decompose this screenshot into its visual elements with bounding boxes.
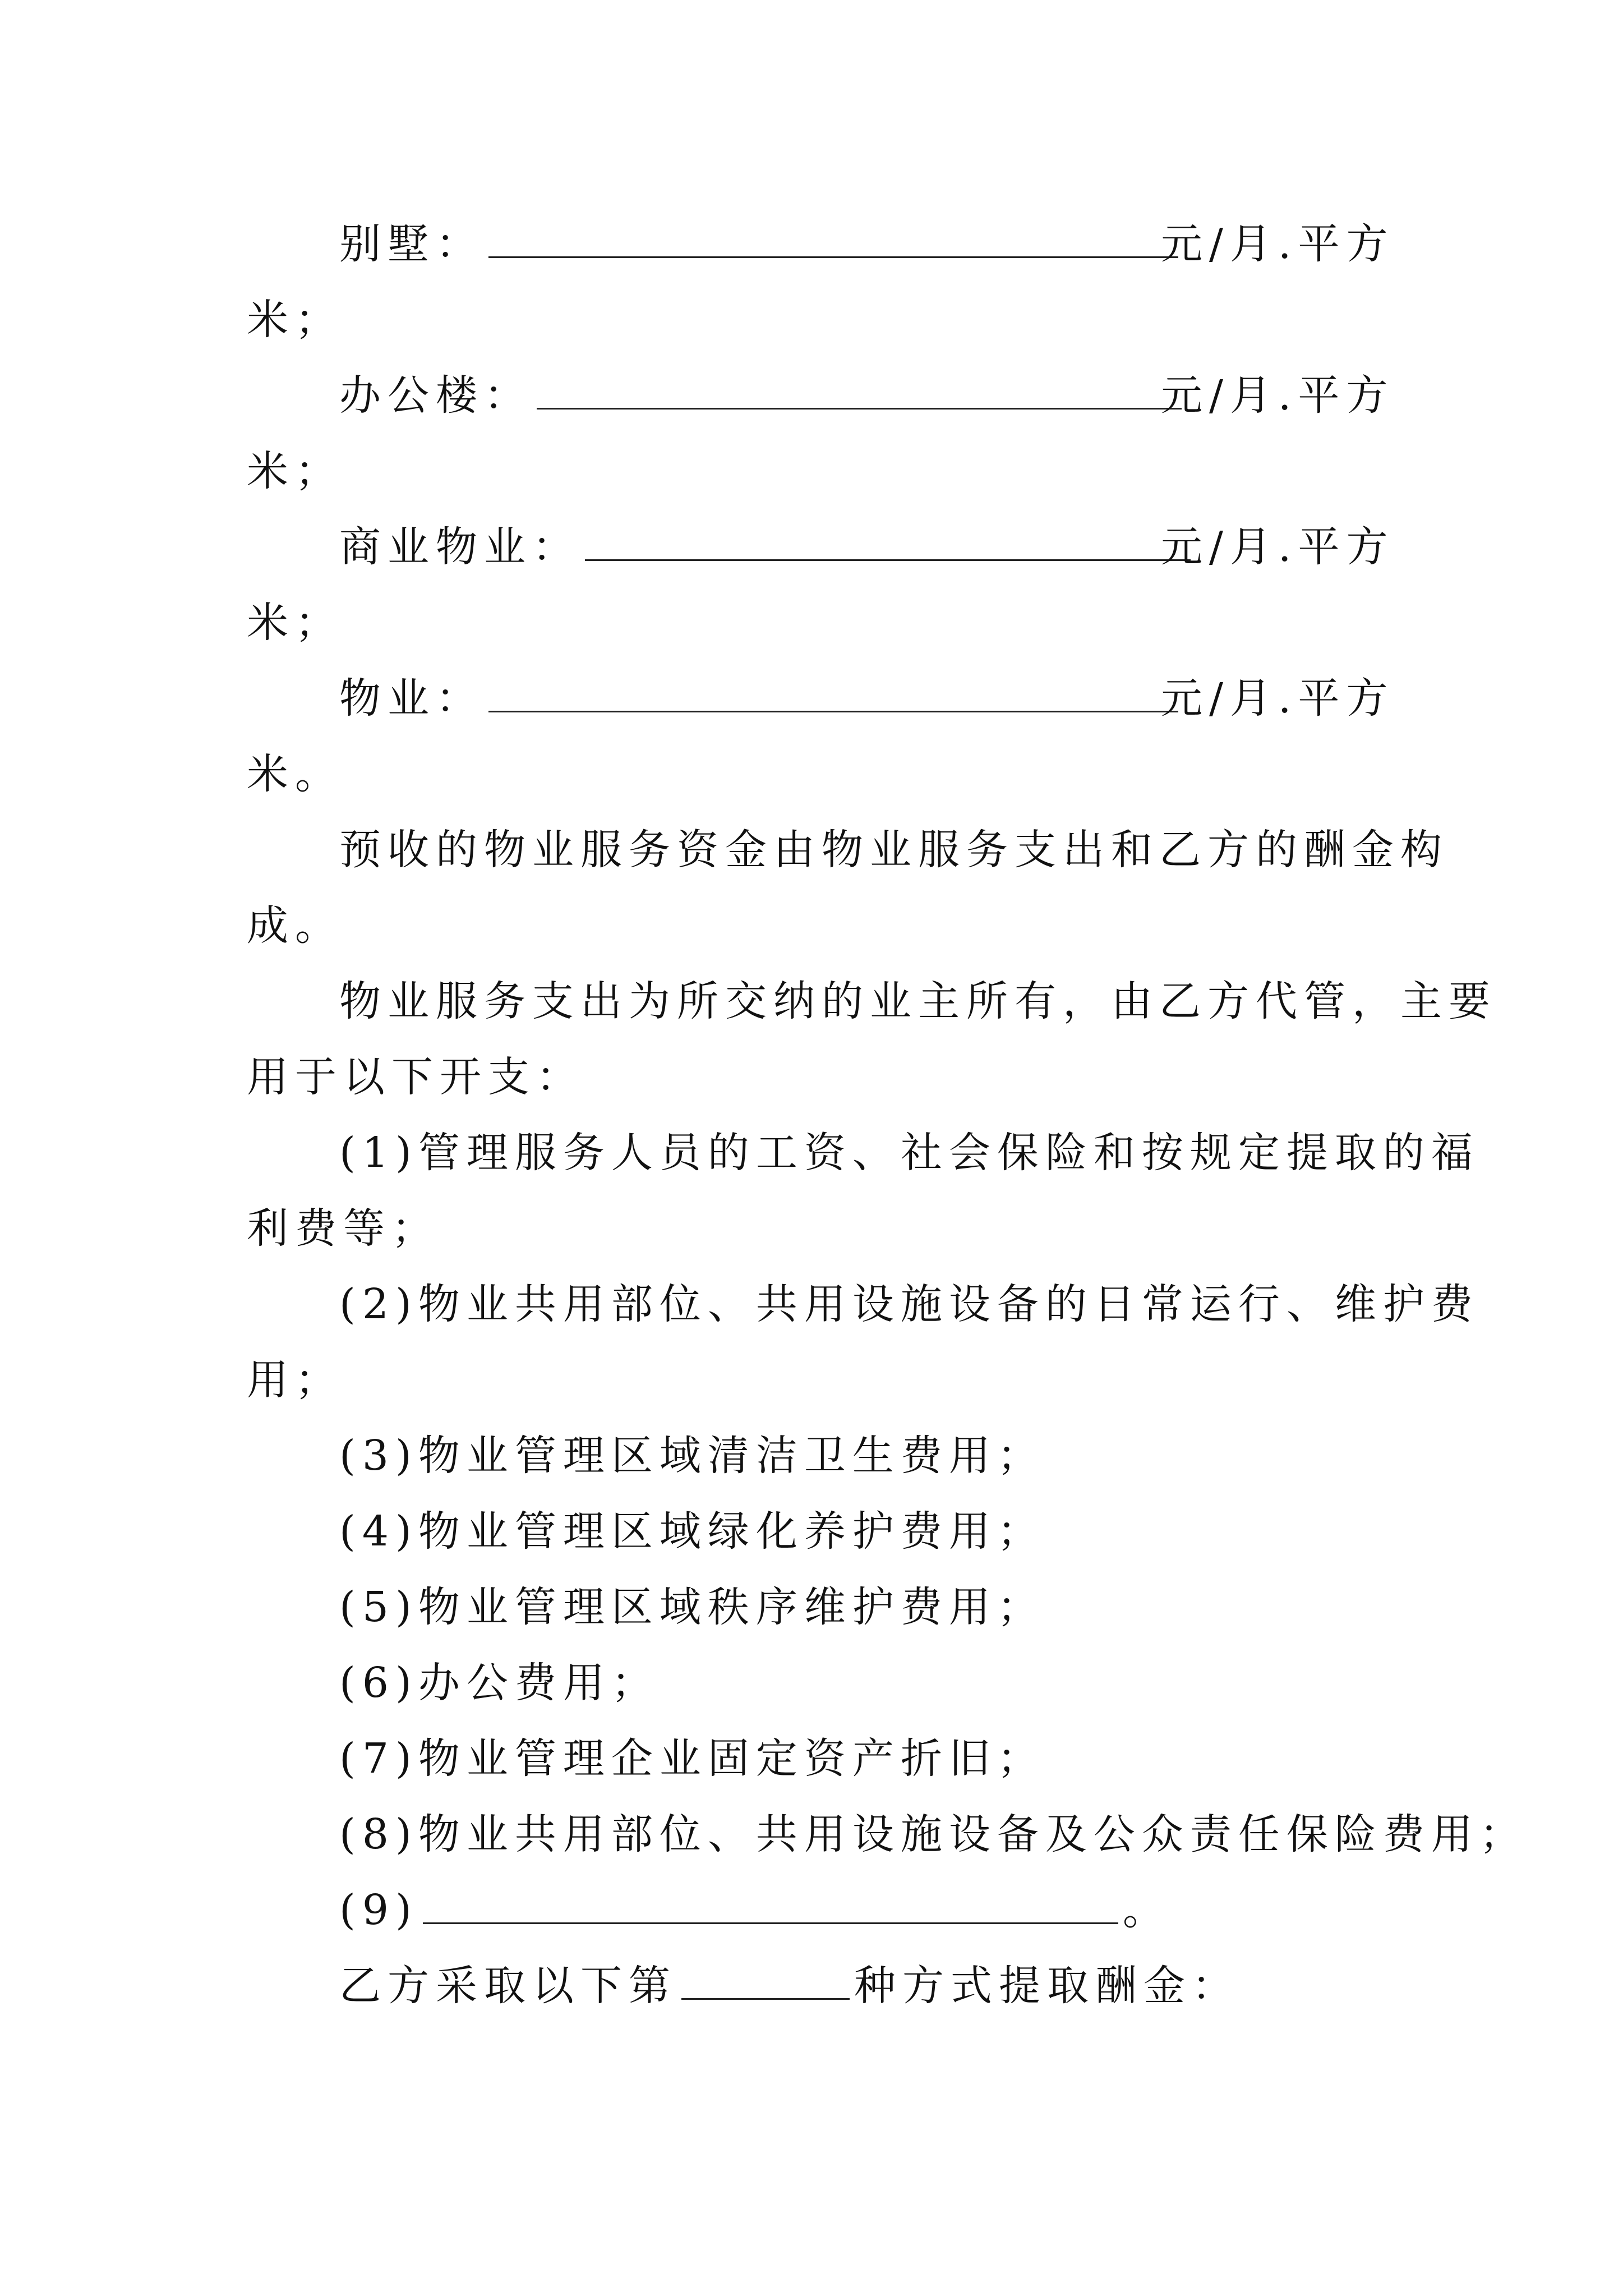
rate-line-villa: [339, 213, 1183, 275]
rate-blank-office[interactable]: [537, 374, 1182, 409]
rate-cont-office: 米；: [247, 447, 343, 495]
final-prefix: 乙方采取以下第: [339, 1962, 677, 2010]
rate-label-office: 办公楼：: [339, 371, 532, 420]
final-blank[interactable]: [681, 1964, 850, 2000]
item-5: (5)物业管理区域秩序维护费用；: [339, 1583, 1045, 1631]
rate-line-property: [339, 668, 1183, 729]
rate-cont-property: 米。: [247, 750, 343, 798]
item-3: (3)物业管理区域清洁卫生费用；: [339, 1432, 1045, 1480]
final-line: [339, 1955, 1240, 2017]
rate-cont-villa: 米；: [247, 296, 343, 344]
rate-line-office: [339, 365, 1186, 426]
rate-blank-commercial[interactable]: [585, 526, 1191, 561]
item-2-line1: (2)物业共用部位、共用设施设备的日常运行、维护费: [339, 1280, 1479, 1328]
item-9-prefix: (9): [339, 1886, 418, 1934]
item-9-suffix: 。: [1122, 1886, 1171, 1934]
item-9-blank[interactable]: [423, 1889, 1118, 1924]
rate-unit-commercial: 元/月.平方: [1161, 523, 1395, 571]
item-1-line1: (1)管理服务人员的工资、社会保险和按规定提取的福: [339, 1129, 1479, 1177]
rate-unit-villa: 元/月.平方: [1161, 220, 1395, 268]
para2-line2: 用于以下开支：: [247, 1053, 584, 1101]
rate-unit-office: 元/月.平方: [1161, 371, 1395, 420]
rate-label-commercial: 商业物业：: [339, 523, 580, 571]
para1-line2: 成。: [247, 901, 343, 950]
item-6: (6)办公费用；: [339, 1659, 660, 1707]
final-suffix: 种方式提取酬金：: [854, 1962, 1240, 2010]
para1-line1: 预收的物业服务资金由物业服务支出和乙方的酬金构: [339, 826, 1449, 874]
item-8: (8)物业共用部位、共用设施设备及公众责任保险费用；: [339, 1810, 1528, 1858]
rate-label-property: 物业：: [339, 674, 484, 723]
item-7: (7)物业管理企业固定资产折旧；: [339, 1734, 1045, 1783]
para2-line1: 物业服务支出为所交纳的业主所有，由乙方代管，主要: [339, 977, 1497, 1025]
item-1-line2: 利费等；: [247, 1204, 440, 1253]
rate-blank-villa[interactable]: [488, 223, 1178, 258]
rate-unit-property: 元/月.平方: [1161, 674, 1395, 723]
rate-blank-property[interactable]: [488, 677, 1178, 712]
item-9: [339, 1879, 1171, 1941]
rate-label-villa: 别墅：: [339, 220, 484, 268]
rate-cont-commercial: 米；: [247, 599, 343, 647]
item-4: (4)物业管理区域绿化养护费用；: [339, 1507, 1045, 1556]
item-2-line2: 用；: [247, 1356, 343, 1404]
rate-line-commercial: [339, 516, 1195, 578]
